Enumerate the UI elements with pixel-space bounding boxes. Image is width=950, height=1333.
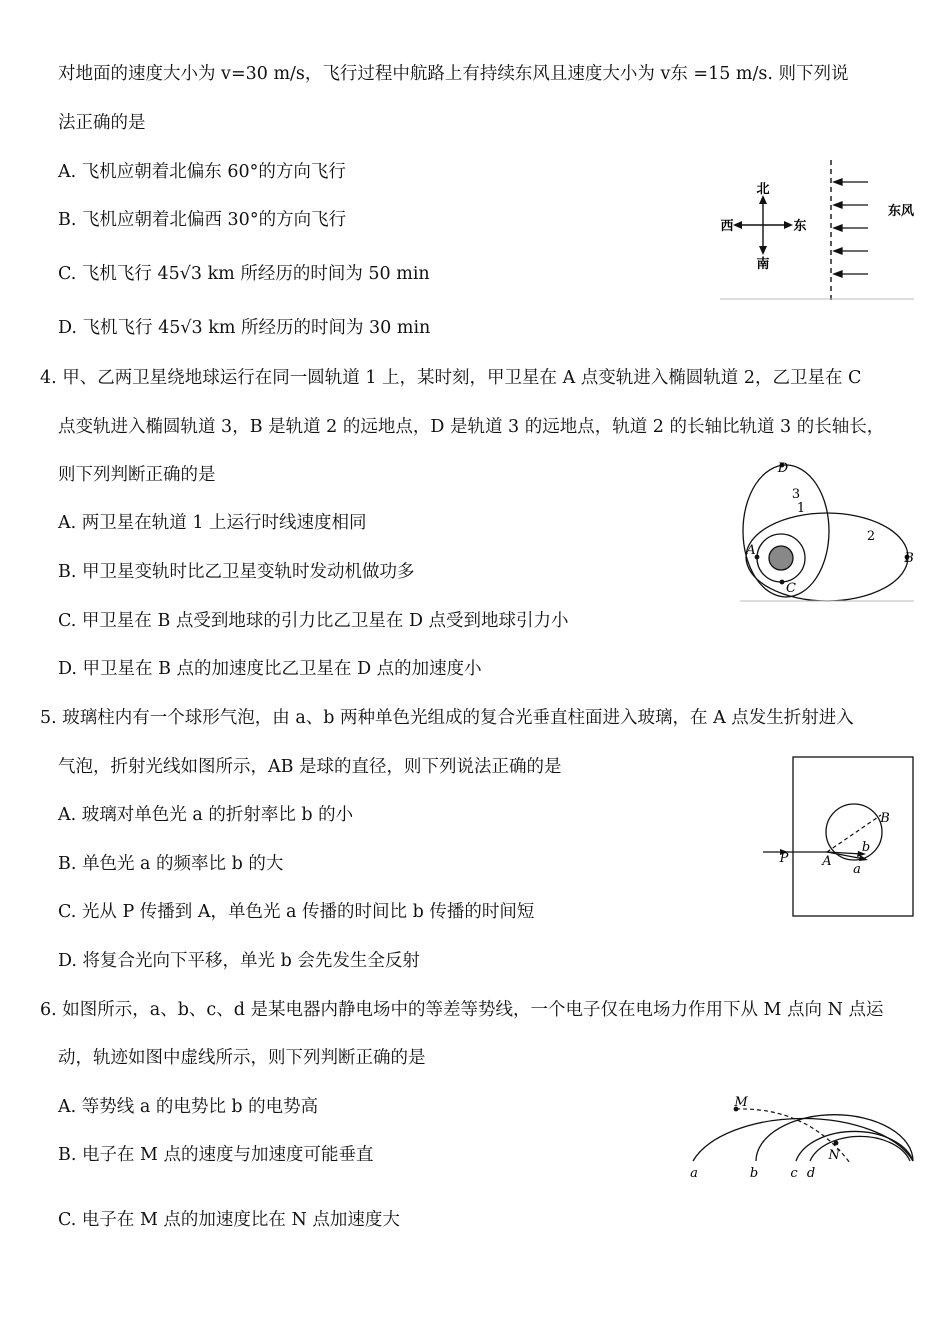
- q6-stem-line1: 6. 如图所示，a、b、c、d 是某电器内静电场中的等差等势线，一个电子仅在电场力作用下从 M 点向 N 点运: [40, 1000, 884, 1020]
- label-b-point: B: [880, 811, 890, 826]
- compass-west-label: 西: [720, 219, 734, 234]
- compass-east-arrow-icon: [784, 221, 793, 229]
- compass-south-arrow-icon: [759, 246, 767, 255]
- q5-option-b[interactable]: B. 单色光 a 的频率比 b 的大: [58, 854, 284, 874]
- label-line-b: b: [749, 1166, 759, 1181]
- earth-icon: [769, 546, 793, 570]
- label-orbit-3: 3: [791, 487, 801, 502]
- q4-option-c[interactable]: C. 甲卫星在 B 点受到地球的引力比乙卫星在 D 点受到地球引力小: [58, 611, 569, 631]
- compass-west-arrow-icon: [733, 221, 742, 229]
- q4-stem-line3: 则下列判断正确的是: [58, 465, 216, 485]
- compass-north-label: 北: [756, 182, 770, 197]
- label-m: M: [734, 1095, 748, 1110]
- east-wind-label: 东风: [887, 204, 915, 219]
- q6-equipotential-figure: [688, 1093, 918, 1188]
- q6-option-a[interactable]: A. 等势线 a 的电势比 b 的电势高: [58, 1097, 319, 1117]
- q4-option-d[interactable]: D. 甲卫星在 B 点的加速度比乙卫星在 D 点的加速度小: [58, 659, 482, 679]
- point-c: [780, 580, 785, 585]
- q5-option-d[interactable]: D. 将复合光向下平移，单光 b 会先发生全反射: [58, 951, 420, 971]
- orbit-3-ellipse: [743, 465, 829, 597]
- q6-option-b[interactable]: B. 电子在 M 点的速度与加速度可能垂直: [58, 1145, 374, 1165]
- label-d: D: [777, 461, 789, 476]
- compass-south-label: 南: [756, 257, 770, 272]
- label-a-point: A: [822, 854, 832, 869]
- label-line-d: d: [806, 1166, 816, 1181]
- bubble-circle: [826, 804, 882, 860]
- label-orbit-2: 2: [866, 529, 876, 544]
- q4-stem-line1: 4. 甲、乙两卫星绕地球运行在同一圆轨道 1 上，某时刻，甲卫星在 A 点变轨进入椭圆轨道 2，乙卫星在 C: [40, 368, 862, 388]
- label-b: B: [904, 551, 914, 566]
- q6-stem-line2: 动，轨迹如图中虚线所示，则下列判断正确的是: [58, 1048, 426, 1068]
- q3-option-c[interactable]: C. 飞机飞行 45√3 km 所经历的时间为 50 min: [58, 264, 430, 284]
- q4-stem-line2: 点变轨进入椭圆轨道 3，B 是轨道 2 的远地点，D 是轨道 3 的远地点，轨道 2 的长轴比轨道 3 的长轴长，: [58, 417, 885, 437]
- q4-option-a[interactable]: A. 两卫星在轨道 1 上运行时线速度相同: [58, 513, 367, 533]
- glass-cylinder: [793, 757, 913, 916]
- q3-option-a[interactable]: A. 飞机应朝着北偏东 60°的方向飞行: [58, 162, 346, 182]
- label-line-c: c: [790, 1166, 798, 1181]
- label-a: A: [746, 543, 756, 558]
- diameter-ab-dashed: [827, 815, 881, 852]
- equipotential-d-arc: [810, 1136, 910, 1161]
- q3-option-b[interactable]: B. 飞机应朝着北偏西 30°的方向飞行: [58, 210, 347, 230]
- q4-orbit-figure: [738, 460, 918, 605]
- q3-stem-line1: 对地面的速度大小为 v=30 m/s，飞行过程中航路上有持续东风且速度大小为 v东 =15 m/s. 则下列说: [58, 64, 849, 84]
- q5-stem-line1: 5. 玻璃柱内有一个球形气泡，由 a、b 两种单色光组成的复合光垂直柱面进入玻璃，在 A 点发生折射进入: [40, 708, 854, 728]
- label-p: P: [779, 851, 789, 866]
- q3-stem-line2: 法正确的是: [58, 113, 146, 133]
- q5-option-a[interactable]: A. 玻璃对单色光 a 的折射率比 b 的小: [58, 805, 354, 825]
- q4-option-b[interactable]: B. 甲卫星变轨时比乙卫星变轨时发动机做功多: [58, 562, 415, 582]
- point-n: [834, 1141, 839, 1146]
- q5-glass-bubble-figure: [758, 755, 918, 920]
- q3-option-d[interactable]: D. 飞机飞行 45√3 km 所经历的时间为 30 min: [58, 318, 431, 338]
- compass-east-label: 东: [793, 219, 807, 234]
- equipotential-a-arc: [693, 1118, 913, 1161]
- label-line-a: a: [690, 1166, 698, 1181]
- q5-option-c[interactable]: C. 光从 P 传播到 A，单色光 a 传播的时间比 b 传播的时间短: [58, 902, 535, 922]
- q3-wind-compass-figure: [718, 158, 918, 303]
- label-n: N: [828, 1148, 840, 1163]
- label-ray-a: a: [853, 862, 861, 877]
- q5-stem-line2: 气泡，折射光线如图所示，AB 是球的直径，则下列说法正确的是: [58, 757, 562, 777]
- label-c: C: [786, 581, 796, 596]
- label-orbit-1: 1: [796, 501, 806, 516]
- ray-a-arrow-icon: [859, 855, 868, 861]
- label-ray-b: b: [861, 840, 871, 855]
- east-wind-arrows: [834, 179, 868, 277]
- q6-option-c[interactable]: C. 电子在 M 点的加速度比在 N 点加速度大: [58, 1210, 400, 1230]
